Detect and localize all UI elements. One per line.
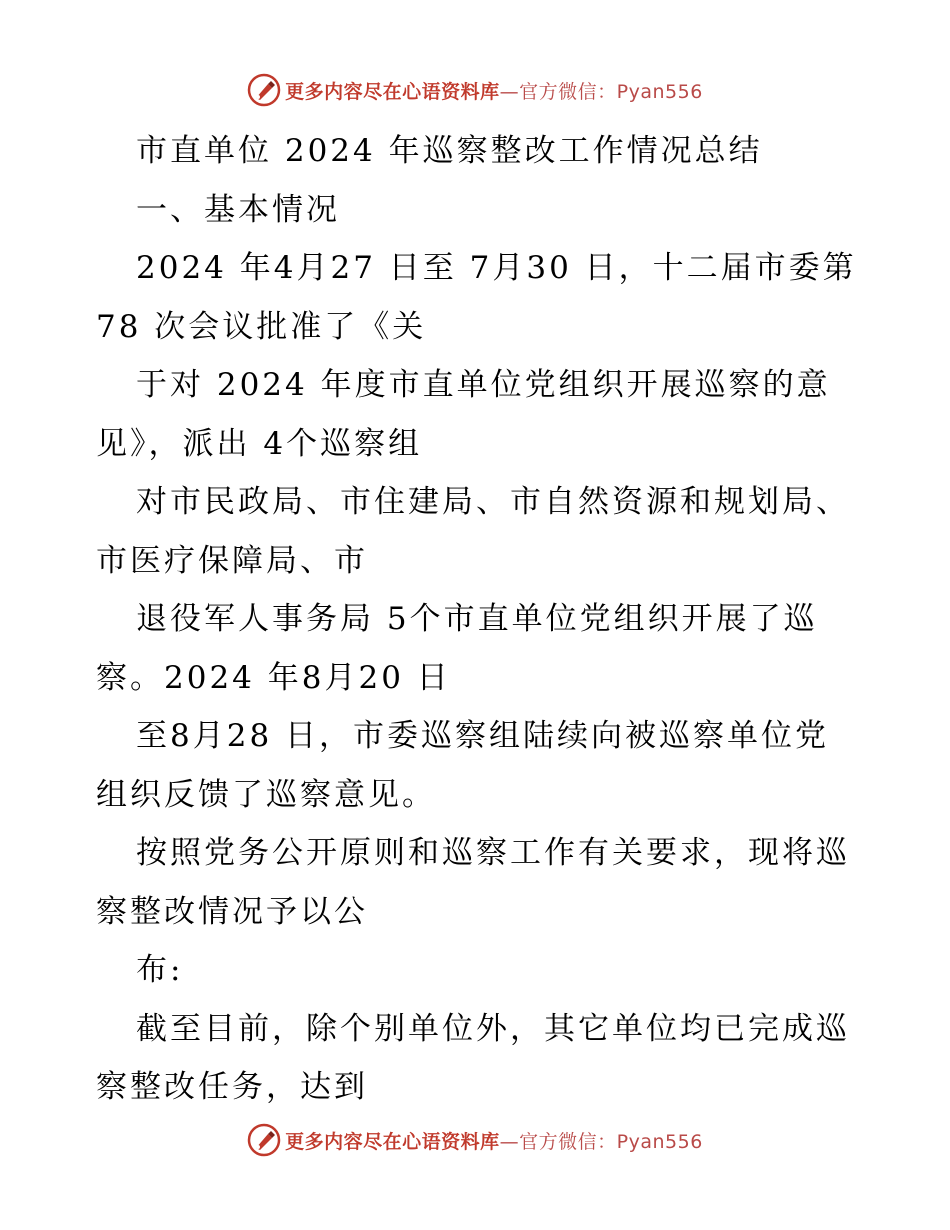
document-paragraphs: [96, 181, 856, 1117]
document-line: 78 次会议批准了《关: [96, 308, 427, 345]
document-line: 对市民政局、市住建局、市自然资源和规划局、: [136, 484, 850, 520]
document-line: 市医疗保障局、市: [96, 542, 368, 579]
footer-brand-text: 更多内容尽在心语资料库: [285, 1130, 500, 1153]
footer-watermark-text: [285, 1127, 703, 1154]
document-line: 2024 年4月27 日至 7月30 日，十二届市委第: [136, 250, 857, 286]
document-line: 布:: [136, 952, 184, 988]
document-title: 市直单位 2024 年巡察整改工作情况总结: [136, 133, 763, 169]
document-line: 截至目前，除个别单位外，其它单位均已完成巡: [136, 1010, 850, 1047]
header-watermark-banner: [0, 70, 950, 110]
document-line: 于对 2024 年度市直单位党组织开展巡察的意: [136, 367, 831, 403]
document-line: 察整改任务，达到: [96, 1069, 368, 1105]
pen-logo-icon: [247, 1123, 281, 1157]
document-line: 察整改情况予以公: [96, 893, 368, 930]
footer-contact-text: —官方微信：Pyan556: [499, 1130, 703, 1153]
header-watermark-text: [285, 77, 703, 104]
document-line: 退役军人事务局 5个市直单位党组织开展了巡: [136, 601, 818, 637]
document-line: 察。2024 年8月20 日: [96, 659, 451, 696]
document-body: [96, 122, 856, 1117]
header-contact-text: —官方微信：Pyan556: [499, 80, 703, 103]
document-line: 一、基本情况: [136, 191, 340, 228]
document-line: 按照党务公开原则和巡察工作有关要求，现将巡: [136, 835, 850, 871]
document-line: 至8月28 日，市委巡察组陆续向被巡察单位党: [136, 718, 830, 754]
header-brand-text: 更多内容尽在心语资料库: [285, 80, 500, 103]
document-line: 见》，派出 4个巡察组: [96, 425, 423, 462]
pen-logo-icon: [247, 73, 281, 107]
document-line: 组织反馈了巡察意见。: [96, 776, 436, 813]
footer-watermark-banner: [0, 1120, 950, 1160]
